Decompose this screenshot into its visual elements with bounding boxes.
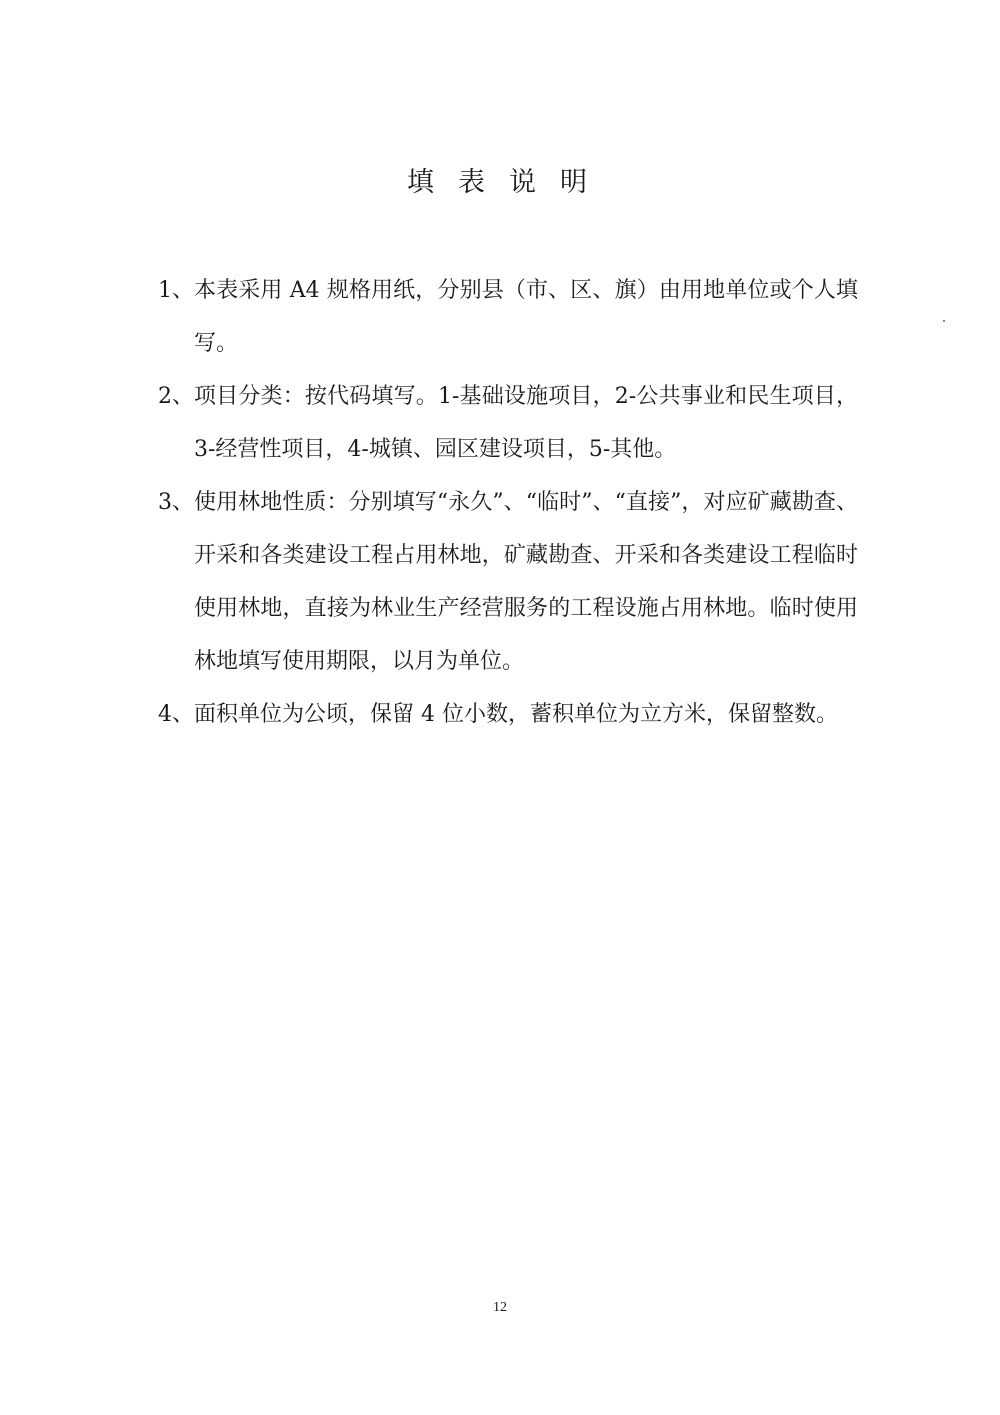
item-text: 本表采用 A4 规格用纸，分别县（市、区、旗）由用地单位或个人填写。 bbox=[194, 278, 858, 356]
item-number: 2、 bbox=[158, 384, 194, 409]
item-text: 项目分类：按代码填写。1-基础设施项目，2-公共事业和民生项目，3-经营性项目，4-城镇、园区建设项目，5-其他。 bbox=[194, 384, 858, 462]
list-item bbox=[158, 264, 858, 370]
document-title: 填表说明 bbox=[407, 167, 611, 198]
list-item bbox=[158, 370, 858, 476]
list-item bbox=[158, 688, 858, 741]
list-item bbox=[158, 476, 858, 688]
item-number: 4、 bbox=[158, 702, 194, 727]
scan-speck bbox=[943, 320, 945, 322]
page-number: 12 bbox=[493, 1300, 507, 1315]
item-text: 面积单位为公顷，保留 4 位小数，蓄积单位为立方米，保留整数。 bbox=[194, 702, 838, 727]
instruction-list bbox=[158, 264, 858, 741]
item-text: 使用林地性质：分别填写“永久”、“临时”、“直接”，对应矿藏勘查、开采和各类建设工程占用林地，矿藏勘查、开采和各类建设工程临时使用林地，直接为林业生产经营服务的工程设施占用林地。临时使用林地填写使用期限，以月为单位。 bbox=[194, 490, 858, 674]
item-number: 1、 bbox=[158, 278, 194, 303]
item-number: 3、 bbox=[158, 490, 194, 515]
